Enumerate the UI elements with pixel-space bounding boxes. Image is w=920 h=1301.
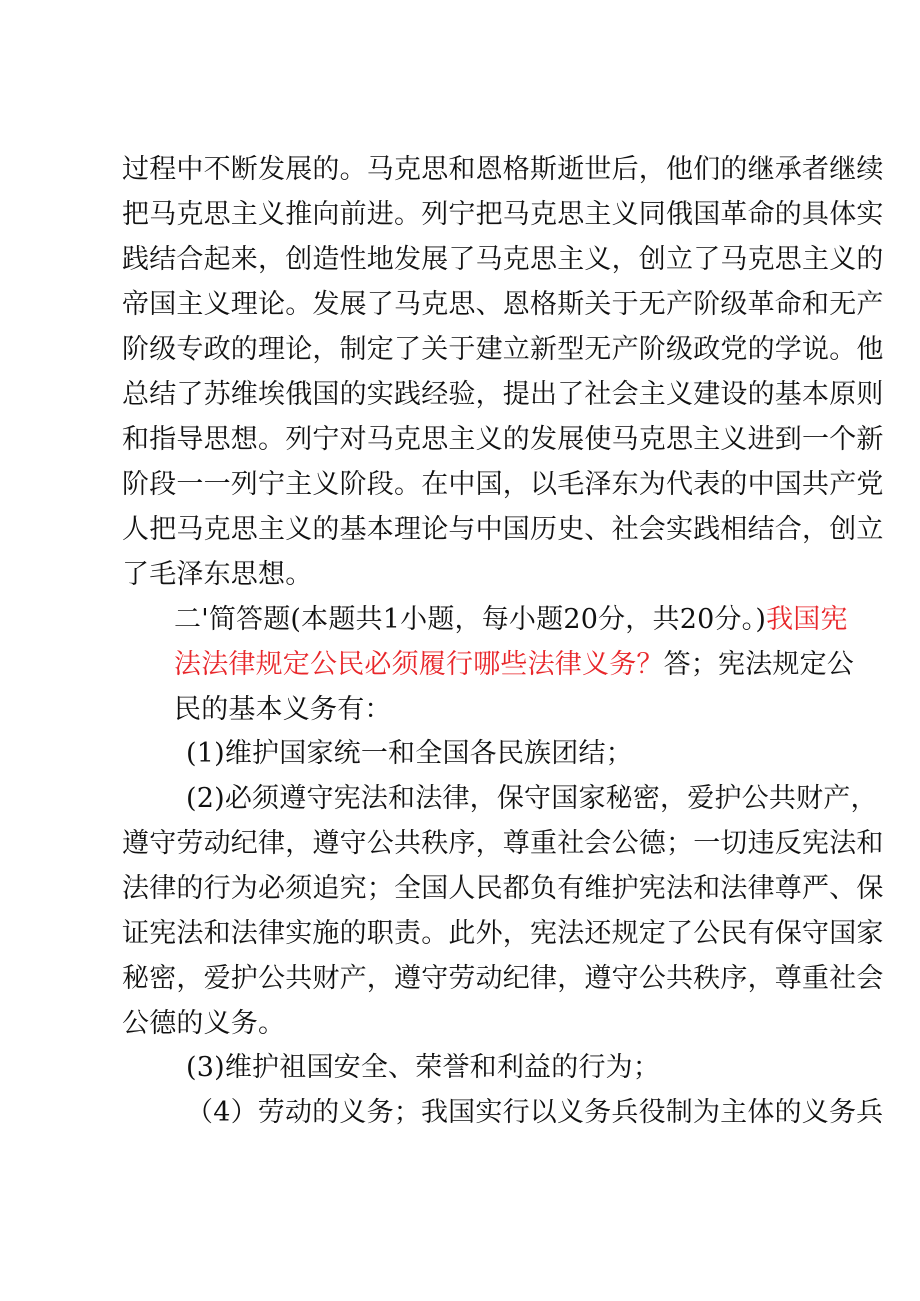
section2-heading-line (174, 600, 848, 640)
section2-heading: 二'简答题(本题共1小题，每小题20分，共20分。) (174, 604, 767, 635)
question-text-part2: 法法律规定公民必须履行哪些法律义务？ (174, 649, 664, 680)
item3-text: (3)维护祖国安全、荣誉和利益的行为； (186, 1052, 661, 1083)
item2-line-5: 秘密，爱护公共财产，遵守劳动纪律，遵守公共秩序，尊重社会 (122, 963, 884, 994)
paragraph1-line-9: 人把马克思主义的基本理论与中国历史、社会实践相结合，创立 (122, 514, 884, 545)
item2-line-2: 遵守劳动纪律，遵守公共秩序，尊重社会公德；一切违反宪法和 (122, 828, 884, 859)
item2-line-3: 法律的行为必须追究；全国人民都负有维护宪法和法律尊严、保 (122, 873, 884, 904)
paragraph1-line-5: 阶级专政的理论，制定了关于建立新型无产阶级政党的学说。他 (122, 334, 884, 365)
paragraph1-line-3: 践结合起来，创造性地发展了马克思主义，创立了马克思主义的 (122, 244, 884, 275)
item2-line-4: 证宪法和法律实施的职责。此外，宪法还规定了公民有保守国家 (122, 918, 884, 949)
paragraph1-line-6: 总结了苏维埃俄国的实践经验，提出了社会主义建设的基本原则 (122, 379, 884, 410)
paragraph1-line-2: 把马克思主义推向前进。列宁把马克思主义同俄国革命的具体实 (122, 199, 884, 230)
item4-text: （4）劳动的义务；我国实行以义务兵役制为主体的义务兵 (186, 1097, 884, 1128)
item2-line-6: 公德的义务。 (122, 1008, 286, 1039)
answer-text-part1: 答；宪法规定公 (663, 649, 855, 680)
paragraph1-line-8: 阶段一一列宁主义阶段。在中国，以毛泽东为代表的中国共产党 (122, 469, 884, 500)
paragraph1-line-4: 帝国主义理论。发展了马克思、恩格斯关于无产阶级革命和无产 (122, 289, 884, 320)
question-text-part1: 我国宪 (766, 604, 848, 635)
answer-line-2: 民的基本义务有： (174, 694, 392, 725)
paragraph1-line-10: 了毛泽东思想。 (122, 559, 313, 590)
paragraph1-line-1: 过程中不断发展的。马克思和恩格斯逝世后，他们的继承者继续 (122, 154, 884, 185)
paragraph1-line-7: 和指导思想。列宁对马克思主义的发展使马克思主义进到一个新 (122, 424, 884, 455)
item2-line-1: (2)必须遵守宪法和法律，保守国家秘密，爱护公共财产， (186, 783, 878, 814)
question-line-2 (174, 645, 854, 685)
item1-text: (1)维护国家统一和全国各民族团结； (186, 738, 633, 769)
